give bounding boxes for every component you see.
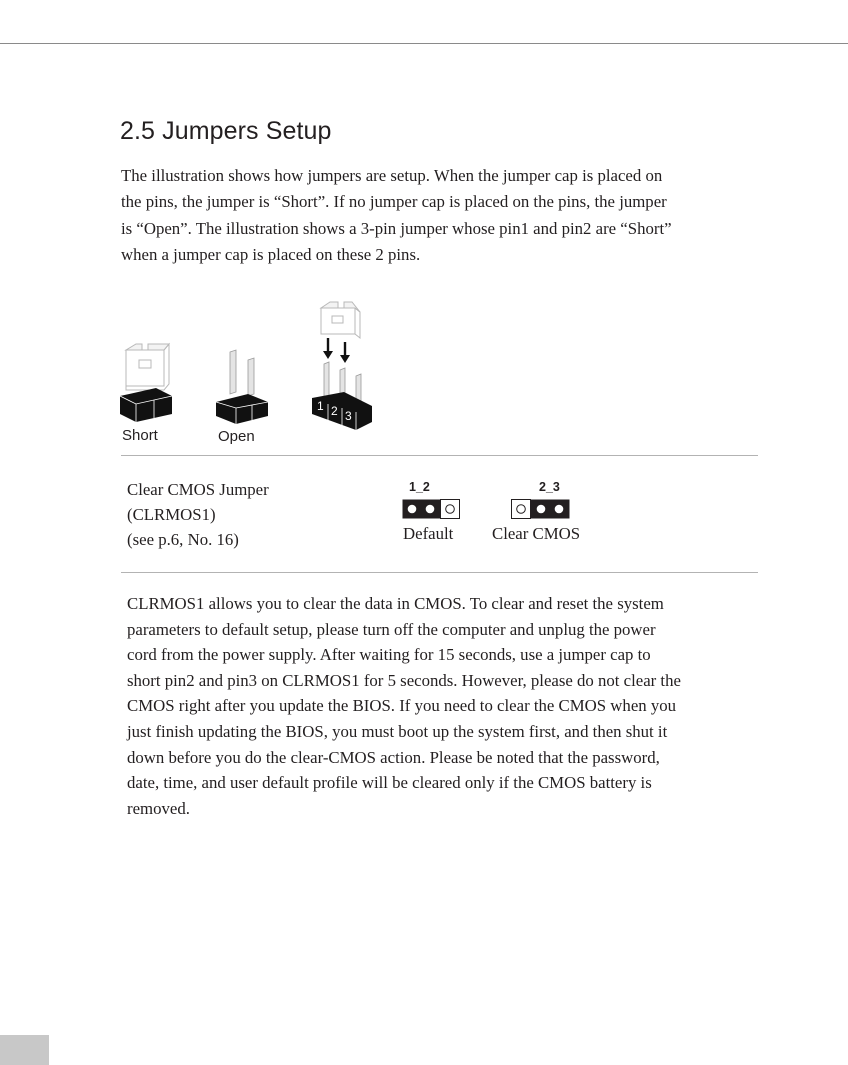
table-bottom-rule — [121, 572, 758, 573]
jumper-name-line: (see p.6, No. 16) — [127, 530, 239, 549]
intro-line: is “Open”. The illustration shows a 3-pin jumper whose pin1 and pin2 are “Short” — [121, 218, 672, 238]
description-line: just finish updating the BIOS, you must boot up the system first, and then shut it — [127, 721, 668, 741]
default-label: Default — [403, 524, 454, 543]
open-jumper-icon — [216, 350, 268, 424]
intro-line: the pins, the jumper is “Short”. If no jumper cap is placed on the pins, the jumper — [121, 192, 667, 212]
clear-cmos-label: Clear CMOS — [492, 524, 581, 543]
description-paragraph — [127, 591, 747, 821]
description-line: date, time, and user default profile will be cleared only if the CMOS battery is — [127, 773, 652, 793]
clear-pin-number: 2_3 — [539, 480, 560, 494]
page-title: 2.5 Jumpers Setup — [120, 117, 332, 145]
description-line: CLRMOS1 allows you to clear the data in CMOS. To clear and reset the system — [127, 594, 664, 613]
description-line: down before you do the clear-CMOS action. Please be noted that the password, — [127, 747, 660, 767]
pin-3-label: 3 — [345, 409, 352, 423]
page-number-tab — [0, 1035, 49, 1065]
description-line: short pin2 and pin3 on CLRMOS1 for 5 seconds. However, please do not clear the — [127, 670, 681, 690]
short-label: Short — [122, 427, 158, 444]
clear-cmos-pin-header-icon — [511, 499, 570, 519]
default-pin-header-icon — [402, 499, 460, 519]
jumper-name-line: (CLRMOS1) — [127, 505, 216, 524]
jumper-illustration — [112, 296, 382, 436]
short-jumper-icon — [120, 344, 172, 422]
description-line: removed. — [127, 798, 190, 818]
description-line: cord from the power supply. After waiting for 15 seconds, use a jumper cap to — [127, 645, 651, 665]
three-pin-jumper-icon — [312, 302, 372, 430]
jumper-name-line: Clear CMOS Jumper — [127, 480, 269, 499]
intro-line: when a jumper cap is placed on these 2 pins. — [121, 244, 421, 264]
open-label: Open — [218, 428, 255, 445]
description-line: CMOS right after you update the BIOS. If you need to clear the CMOS when you — [127, 696, 677, 716]
header-rule — [0, 43, 848, 44]
table-top-rule — [121, 455, 758, 456]
description-line: parameters to default setup, please turn off the computer and unplug the power — [127, 619, 656, 639]
jumper-name — [127, 477, 269, 552]
intro-paragraph — [121, 163, 731, 268]
default-pin-number: 1_2 — [409, 480, 430, 494]
pin-2-label: 2 — [331, 404, 338, 418]
pin-1-label: 1 — [317, 399, 324, 413]
intro-line: The illustration shows how jumpers are setup. When the jumper cap is placed on — [121, 166, 663, 185]
